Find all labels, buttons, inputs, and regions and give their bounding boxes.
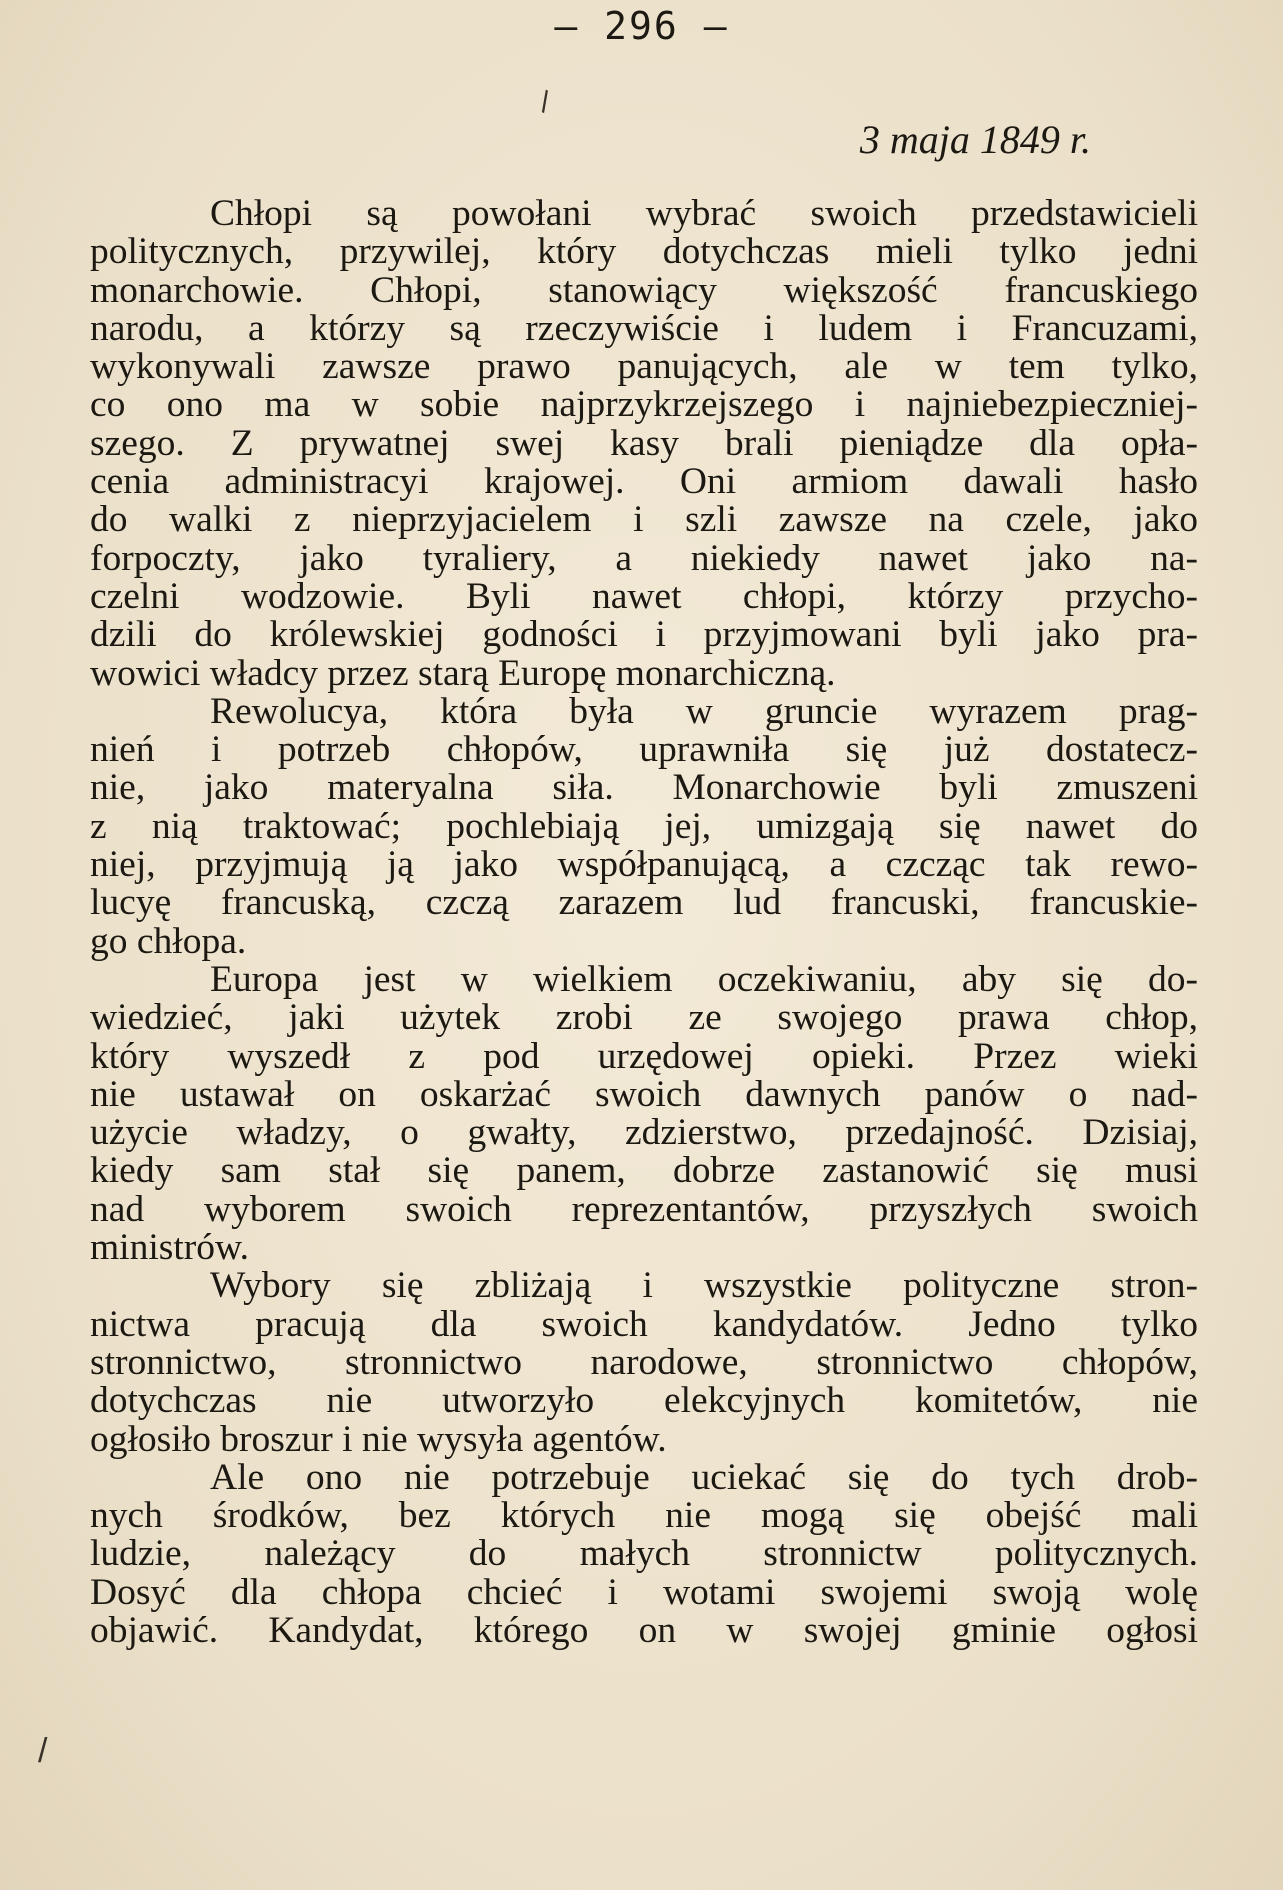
text-line: z nią traktować; pochlebiają jej, umizgają się nawet do (90, 805, 1198, 847)
text-line: wykonywali zawsze prawo panujących, ale w tem tylko, (90, 346, 1198, 388)
text-line: nień i potrzeb chłopów, uprawniła się już dostatecz- (90, 729, 1198, 771)
text-line: nie, jako materyalna siła. Monarchowie byli zmuszeni (90, 767, 1198, 809)
text-line: ogłosiło broszur i nie wysyła agentów. (90, 1418, 667, 1460)
text-line: monarchowie. Chłopi, stanowiący większość francuskiego (90, 269, 1198, 311)
text-line: wowici władcy przez starą Europę monarchiczną. (90, 652, 836, 694)
text-line: nie ustawał on oskarżać swoich dawnych panów o nad- (90, 1073, 1198, 1115)
text-line: nad wyborem swoich reprezentantów, przyszłych swoich (90, 1188, 1198, 1230)
text-line: Ale ono nie potrzebuje uciekać się do tych drob- (210, 1456, 1198, 1498)
text-line: Dosyć dla chłopa chcieć i wotami swojemi swoją wolę (90, 1571, 1198, 1613)
text-line: użycie władzy, o gwałty, zdzierstwo, przedajność. Dzisiaj, (90, 1112, 1198, 1154)
text-line: kiedy sam stał się panem, dobrze zastanowić się musi (90, 1150, 1198, 1192)
text-line: szego. Z prywatnej swej kasy brali pieniądze dla opła- (90, 422, 1198, 464)
text-line: nictwa pracują dla swoich kandydatów. Jedno tylko (90, 1303, 1198, 1345)
stray-mark: \ (533, 85, 556, 120)
text-line: objawić. Kandydat, którego on w swojej gminie ogłosi (90, 1609, 1198, 1651)
text-line: politycznych, przywilej, który dotychczas mieli tylko jedni (90, 231, 1198, 273)
text-line: ludzie, należący do małych stronnictw politycznych. (90, 1533, 1198, 1575)
text-line: lucyę francuską, czczą zarazem lud francuski, francuskie- (90, 882, 1198, 924)
text-line: nych środków, bez których nie mogą się obejść mali (90, 1495, 1198, 1537)
letter-date: 3 maja 1849 r. (859, 117, 1091, 162)
text-line: ministrów. (90, 1227, 250, 1269)
text-line: forpoczty, jako tyraliery, a niekiedy nawet jako na- (90, 537, 1198, 579)
text-line: go chłopa. (90, 920, 247, 962)
text-line: który wyszedł z pod urzędowej opieki. Przez wieki (90, 1035, 1198, 1077)
text-line: do walki z nieprzyjacielem i szli zawsze na czele, jako (90, 499, 1198, 541)
text-line: Chłopi są powołani wybrać swoich przedstawicieli (210, 193, 1198, 234)
text-line: stronnictwo, stronnictwo narodowe, stronnictwo chłopów, (90, 1341, 1198, 1383)
text-line: czelni wodzowie. Byli nawet chłopi, którzy przycho- (90, 575, 1198, 617)
text-line: dotychczas nie utworzyło elekcyjnych komitetów, nie (90, 1380, 1198, 1422)
text-line: cenia administracyi krajowej. Oni armiom dawali hasło (90, 461, 1198, 503)
text-line: niej, przyjmują ją jako współpanującą, a czcząc tak rewo- (90, 844, 1198, 886)
text-line: Rewolucya, która była w gruncie wyrazem prag- (210, 690, 1198, 732)
text-line: dzili do królewskiej godności i przyjmowani byli jako pra- (90, 614, 1198, 656)
page-number-header: — 296 — (554, 4, 729, 48)
text-line: Europa jest w wielkiem oczekiwaniu, aby się do- (210, 958, 1198, 1000)
text-line: co ono ma w sobie najprzykrzejszego i najniebezpieczniej- (90, 384, 1198, 426)
body-text (90, 195, 1198, 1650)
margin-mark: / (38, 1732, 48, 1770)
text-line: Wybory się zbliżają i wszystkie polityczne stron- (210, 1265, 1198, 1307)
text-line: wiedzieć, jaki użytek zrobi ze swojego prawa chłop, (90, 997, 1198, 1039)
text-line: narodu, a którzy są rzeczywiście i ludem i Francuzami, (90, 307, 1198, 349)
